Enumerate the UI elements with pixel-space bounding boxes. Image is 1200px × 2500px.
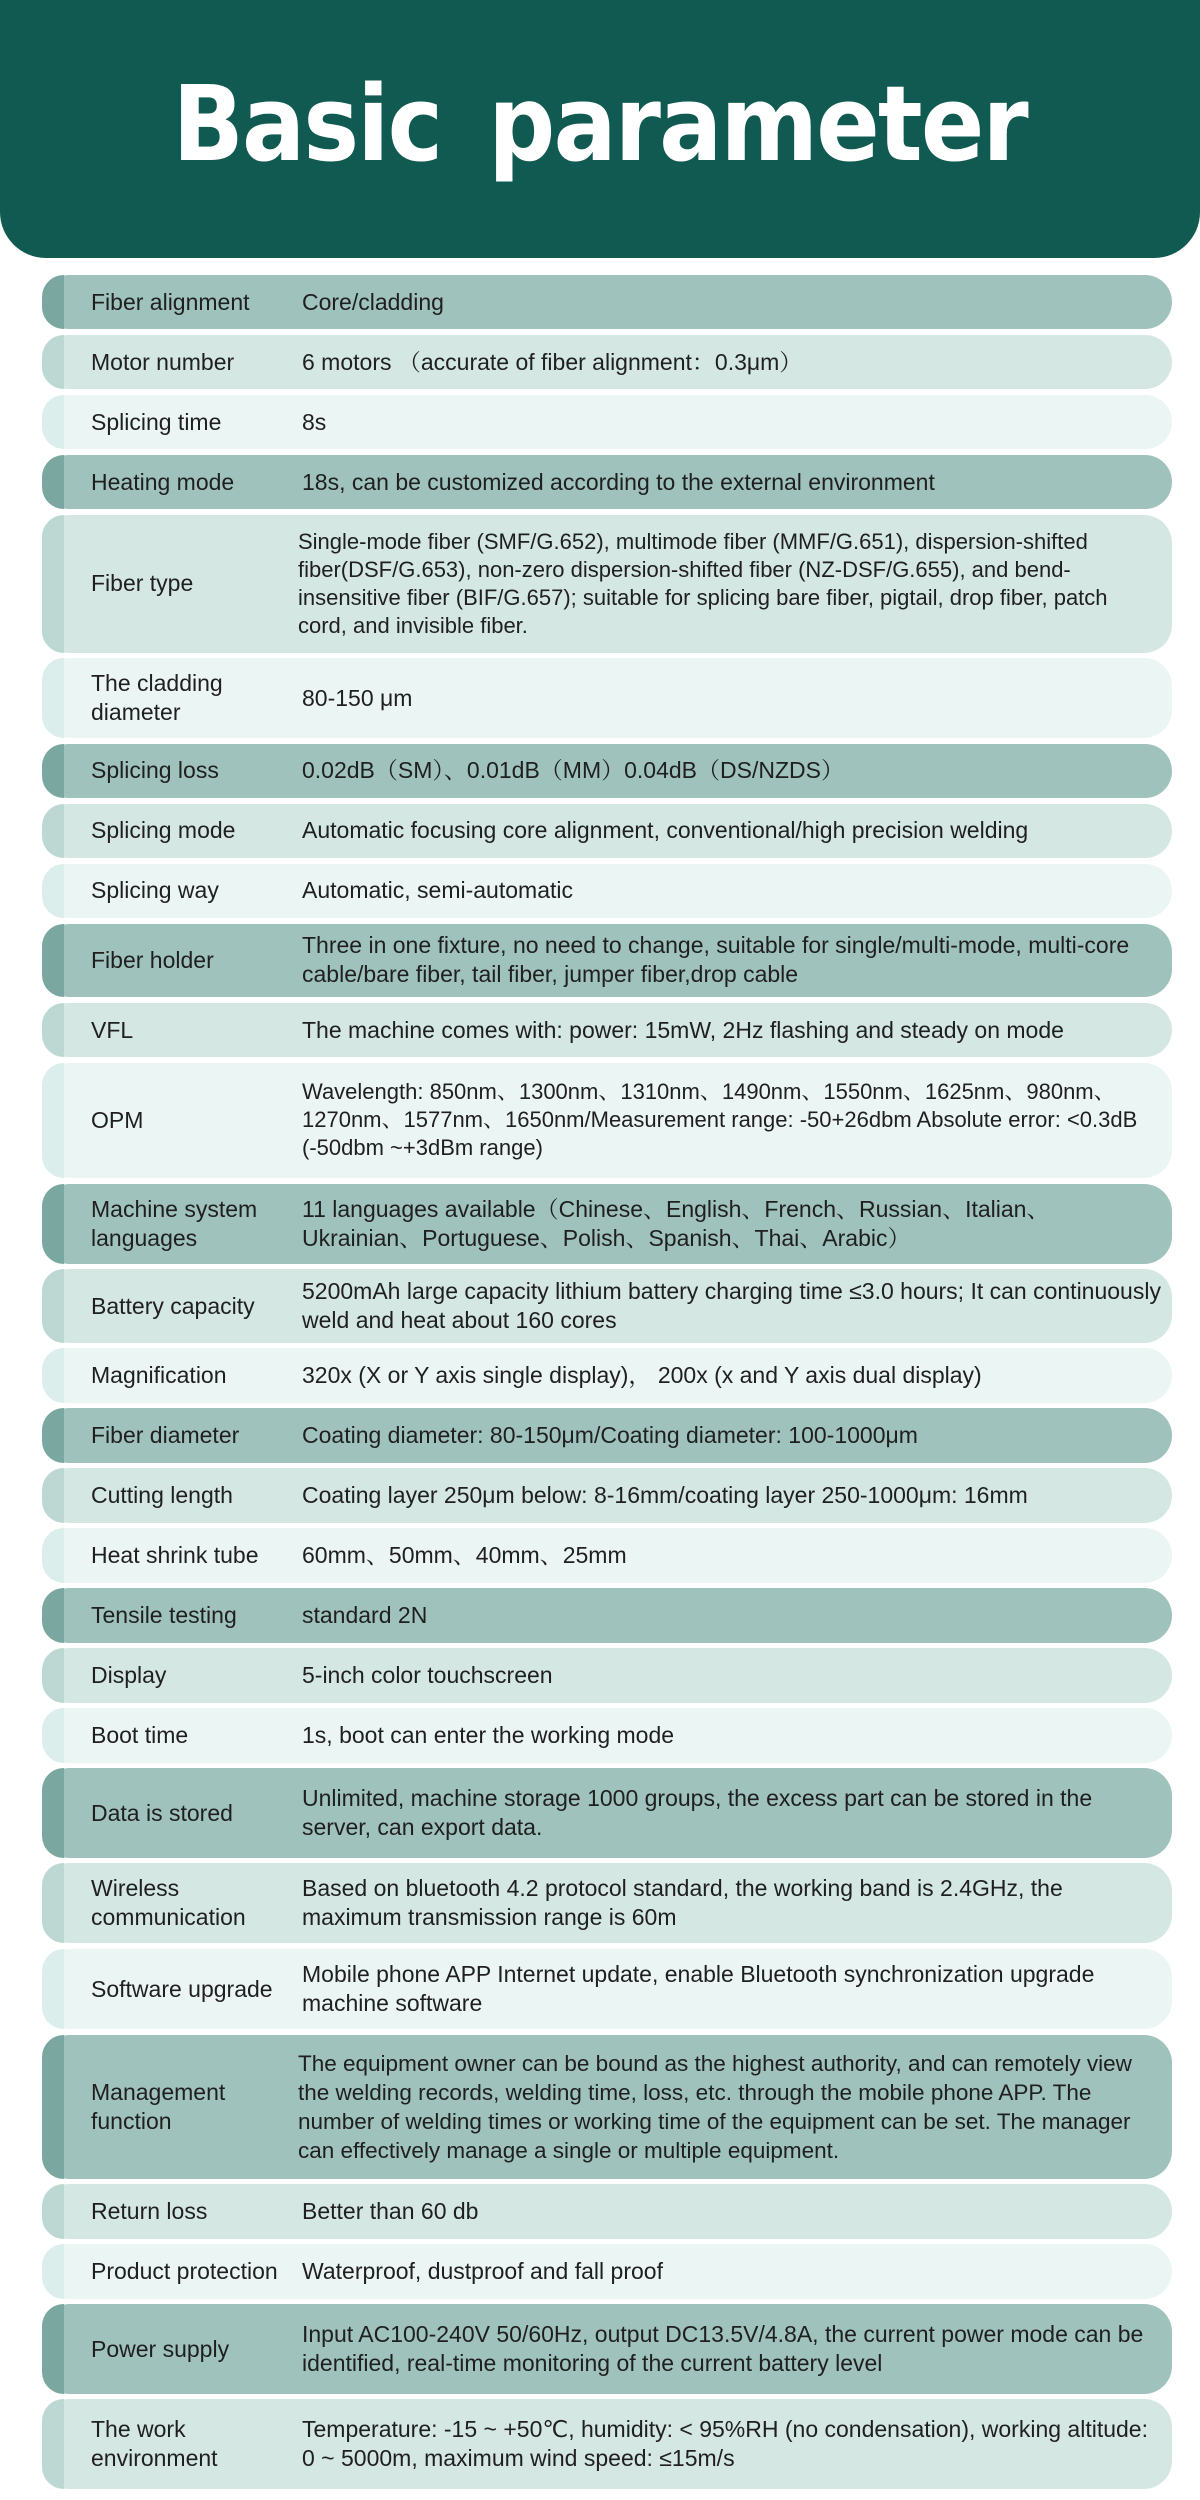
param-value [302, 1408, 1162, 1462]
param-value [302, 1949, 1162, 2029]
param-label: Splicing time [91, 408, 222, 435]
param-value-text: 1s, boot can enter the working mode [302, 1722, 675, 1748]
param-value [302, 2244, 1162, 2298]
param-value [302, 2304, 1162, 2394]
param-value-text: 0.02dB（SM）、0.01dB（MM）0.04dB（DS/NZDS） [302, 757, 844, 784]
param-row [42, 2244, 1172, 2298]
param-label: Software upgrade [91, 1975, 273, 2002]
param-row [42, 924, 1172, 998]
param-value-text: 11 languages available（Chinese、English、French、Russian、Italian、Ukrainian、Portuguese、Polish、Spanish、Thai、Arabic） [302, 1195, 1050, 1251]
param-value-text: 6 motors （accurate of fiber alignment：0.3μm） [302, 348, 803, 375]
param-label-text: Wireless communication [91, 1875, 246, 1931]
param-row [42, 2304, 1172, 2394]
param-label: Tensile testing [91, 1602, 237, 1629]
row-accent-tab [42, 1468, 64, 1522]
param-value [302, 1648, 1162, 1702]
param-label-text: Management function [91, 2078, 226, 2134]
row-accent-tab [42, 1269, 64, 1343]
param-row [42, 864, 1172, 918]
param-value [302, 1063, 1162, 1178]
param-row [42, 744, 1172, 798]
param-row [42, 275, 1172, 329]
param-label [91, 2399, 301, 2489]
param-row [42, 1063, 1172, 1178]
row-accent-tab [42, 1528, 64, 1582]
param-value-text: 80-150 μm [302, 684, 413, 711]
param-value-text: Better than 60 db [302, 2197, 479, 2224]
row-accent-tab [42, 1863, 64, 1943]
param-value-text: Three in one fixture, no need to change, suitable for single/multi-mode, multi-core cable/bare fiber, tail fiber, jumper fiber,drop cable [302, 932, 1130, 988]
param-value [302, 1588, 1162, 1642]
param-value-text: Unlimited, machine storage 1000 groups, the excess part can be stored in the server, can export data. [302, 1785, 1093, 1841]
row-accent-tab [42, 2304, 64, 2394]
row-accent-tab [42, 1648, 64, 1702]
row-accent-tab [42, 1003, 64, 1057]
param-row [42, 1348, 1172, 1402]
param-label: Fiber diameter [91, 1422, 240, 1449]
param-value-text: 5-inch color touchscreen [302, 1662, 553, 1689]
param-value [302, 864, 1162, 918]
param-label: Fiber type [91, 570, 194, 597]
page-title: Basic parameter [172, 63, 1028, 185]
param-label: Data is stored [91, 1799, 233, 1826]
param-row [42, 1949, 1172, 2029]
row-accent-tab [42, 744, 64, 798]
param-value [298, 515, 1162, 653]
row-accent-tab [42, 1768, 64, 1858]
param-label: Return loss [91, 2197, 208, 2224]
param-value [302, 395, 1162, 449]
param-row [42, 2035, 1172, 2179]
row-accent-tab [42, 515, 64, 653]
row-accent-tab [42, 1408, 64, 1462]
param-value [302, 1863, 1162, 1943]
param-value [302, 2399, 1162, 2489]
param-value-text: Waterproof, dustproof and fall proof [302, 2257, 663, 2284]
param-value-text: Automatic focusing core alignment, conventional/high precision welding [302, 817, 1029, 844]
param-value [302, 1003, 1162, 1057]
param-value [302, 1269, 1162, 1343]
param-value-text: 320x (X or Y axis single display)， 200x (x and Y axis dual display) [302, 1362, 982, 1389]
row-accent-tab [42, 395, 64, 449]
param-value-text: Single-mode fiber (SMF/G.652), multimode fiber (MMF/G.651), dispersion-shifted fiber(DSF/G.653), non-zero dispersion-shifted fiber (NZ-DSF/G.655), and bend-insensitive fiber (BIF/G.657); suitable for splicing bare fiber, pigtail, drop fiber, patch cord, and invisible fiber. [298, 528, 1108, 638]
param-value-text: Mobile phone APP Internet update, enable Bluetooth synchronization upgrade machine software [302, 1961, 1095, 2017]
param-label: Splicing way [91, 877, 219, 904]
param-value-text: The equipment owner can be bound as the highest authority, and can remotely view the welding records, welding time, loss, etc. through the mobile phone APP. The number of welding times or working time of the equipment can be set. The manager can effectively manage a single or multiple equipment. [298, 2050, 1132, 2163]
row-accent-tab [42, 924, 64, 998]
row-accent-tab [42, 335, 64, 389]
param-value-text: 5200mAh large capacity lithium battery charging time ≤3.0 hours; It can continuously weld and heat about 160 cores [302, 1278, 1161, 1334]
row-accent-tab [42, 1708, 64, 1762]
param-label [91, 2035, 301, 2179]
param-value-text: Temperature: -15 ~ +50℃, humidity: < 95%RH (no condensation), working altitude: 0 ~ 5000m, maximum wind speed: ≤15m/s [302, 2416, 1148, 2472]
param-value [302, 2184, 1162, 2238]
row-accent-tab [42, 2035, 64, 2179]
param-row [42, 1588, 1172, 1642]
param-value-text: Wavelength: 850nm、1300nm、1310nm、1490nm、1550nm、1625nm、980nm、1270nm、1577nm、1650nm/Measurement range: -50+26dbm Absolute error: <0.3dB (-50dbm ~+3dBm range) [302, 1079, 1138, 1161]
param-row [42, 658, 1172, 738]
row-accent-tab [42, 455, 64, 509]
param-row [42, 2184, 1172, 2238]
row-accent-tab [42, 1348, 64, 1402]
param-value-text: Core/cladding [302, 288, 444, 315]
param-label: VFL [91, 1016, 134, 1043]
param-label: Magnification [91, 1362, 227, 1389]
param-value-text: Coating diameter: 80-150μm/Coating diameter: 100-1000μm [302, 1422, 918, 1449]
param-value [298, 2035, 1162, 2179]
param-label [91, 1184, 301, 1264]
row-accent-tab [42, 1184, 64, 1264]
row-accent-tab [42, 658, 64, 738]
param-row [42, 1468, 1172, 1522]
param-row [42, 2399, 1172, 2489]
param-label [91, 658, 301, 738]
param-label: Power supply [91, 2335, 230, 2362]
param-label: OPM [91, 1106, 144, 1133]
param-label: Fiber alignment [91, 288, 250, 315]
param-row [42, 1408, 1172, 1462]
param-row [42, 1003, 1172, 1057]
param-label: Splicing loss [91, 757, 219, 784]
param-row [42, 455, 1172, 509]
row-accent-tab [42, 2244, 64, 2298]
param-label: Boot time [91, 1722, 189, 1748]
page-header [0, 0, 1200, 258]
param-value [302, 658, 1162, 738]
param-label: Battery capacity [91, 1292, 255, 1319]
row-accent-tab [42, 804, 64, 858]
param-value [302, 804, 1162, 858]
param-value-text: 60mm、50mm、40mm、25mm [302, 1542, 627, 1569]
parameter-table [42, 275, 1172, 2495]
param-value-text: Input AC100-240V 50/60Hz, output DC13.5V/4.8A, the current power mode can be identified, real-time monitoring of the current battery level [302, 2321, 1144, 2377]
row-accent-tab [42, 2399, 64, 2489]
param-value-text: 8s [302, 408, 327, 435]
param-value-text: Based on bluetooth 4.2 protocol standard, the working band is 2.4GHz, the maximum transmission range is 60m [302, 1875, 1063, 1931]
param-row [42, 1708, 1172, 1762]
param-label: Cutting length [91, 1482, 233, 1509]
param-value [302, 335, 1162, 389]
param-label: Motor number [91, 348, 235, 375]
param-value [302, 1468, 1162, 1522]
param-value [302, 1708, 1162, 1762]
param-value [302, 1768, 1162, 1858]
param-row [42, 1269, 1172, 1343]
param-label: Splicing mode [91, 817, 236, 844]
param-row [42, 1863, 1172, 1943]
param-row [42, 335, 1172, 389]
param-value [302, 1348, 1162, 1402]
param-label [91, 1863, 301, 1943]
row-accent-tab [42, 1949, 64, 2029]
param-value-text: Coating layer 250μm below: 8-16mm/coating layer 250-1000μm: 16mm [302, 1482, 1028, 1509]
param-label: Product protection [91, 2257, 278, 2284]
param-label: Fiber holder [91, 946, 214, 973]
param-row [42, 1648, 1172, 1702]
param-value [302, 275, 1162, 329]
param-value-text: standard 2N [302, 1602, 428, 1629]
param-value [302, 744, 1162, 798]
row-accent-tab [42, 1588, 64, 1642]
param-label: Heat shrink tube [91, 1542, 259, 1569]
param-label: Display [91, 1662, 167, 1689]
param-value-text: 18s, can be customized according to the external environment [302, 468, 935, 495]
row-accent-tab [42, 864, 64, 918]
param-row [42, 1768, 1172, 1858]
param-row [42, 515, 1172, 653]
row-accent-tab [42, 1063, 64, 1178]
param-value-text: The machine comes with: power: 15mW, 2Hz flashing and steady on mode [302, 1016, 1064, 1043]
param-label: Heating mode [91, 468, 235, 495]
row-accent-tab [42, 275, 64, 329]
param-value [302, 1528, 1162, 1582]
param-row [42, 1528, 1172, 1582]
param-label-text: The cladding diameter [91, 670, 223, 726]
param-value [302, 924, 1162, 998]
row-accent-tab [42, 2184, 64, 2238]
param-row [42, 804, 1172, 858]
param-value [302, 1184, 1162, 1264]
param-row [42, 1184, 1172, 1264]
param-label-text: The work environment [91, 2416, 218, 2472]
param-label-text: Machine system languages [91, 1195, 258, 1251]
param-value-text: Automatic, semi-automatic [302, 877, 573, 904]
param-row [42, 395, 1172, 449]
param-value [302, 455, 1162, 509]
